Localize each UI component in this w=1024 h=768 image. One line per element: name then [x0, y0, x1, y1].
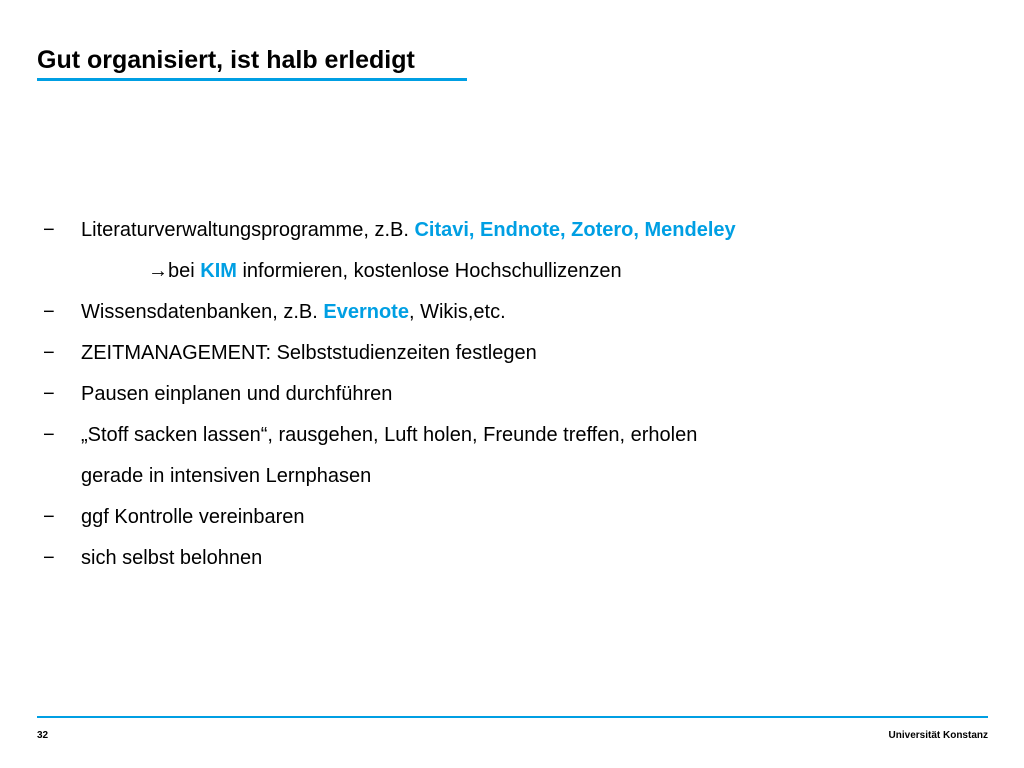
bullet-list — [0, 210, 1024, 579]
bullet-text-part: informieren, kostenlose Hochschullizenzen — [236, 260, 622, 282]
slide-title: Gut organisiert, ist halb erledigt — [37, 46, 415, 74]
highlighted-term: Citavi, Endnote, Zotero, Mendeley — [414, 219, 736, 241]
bullet-item — [0, 497, 1024, 538]
highlighted-term: KIM — [200, 260, 237, 282]
page-number: 32 — [37, 730, 49, 741]
bullet-text-part: Wissensdatenbanken, z.B. — [81, 301, 324, 323]
bullet-text-part: Literaturverwaltungsprogramme, z.B. — [81, 219, 415, 241]
bullet-item — [0, 415, 1024, 456]
bullet-dash: − — [43, 383, 55, 405]
bullet-item — [0, 538, 1024, 579]
bullet-continuation — [0, 456, 1024, 497]
title-underline — [37, 78, 467, 81]
bullet-text — [81, 292, 506, 333]
bullet-text: sich selbst belohnen — [81, 547, 263, 569]
bullet-text — [81, 210, 736, 251]
bullet-item — [0, 333, 1024, 374]
bullet-dash: − — [43, 219, 55, 241]
bullet-subitem — [0, 251, 1024, 292]
bullet-dash: − — [43, 342, 55, 364]
bullet-dash: − — [43, 506, 55, 528]
bullet-text-part: bei — [168, 260, 201, 282]
arrow-icon: → — [148, 260, 168, 282]
highlighted-term: Evernote — [323, 301, 409, 323]
bullet-text: „Stoff sacken lassen“, rausgehen, Luft holen, Freunde treffen, erholen — [81, 424, 698, 446]
bullet-text — [148, 251, 622, 292]
footer-divider — [37, 716, 988, 718]
bullet-text: Pausen einplanen und durchführen — [81, 383, 393, 405]
bullet-text-part: , Wikis,etc. — [408, 301, 506, 323]
bullet-item — [0, 210, 1024, 251]
bullet-dash: − — [43, 424, 55, 446]
bullet-dash: − — [43, 301, 55, 323]
bullet-text: gerade in intensiven Lernphasen — [81, 465, 372, 487]
bullet-text: ZEITMANAGEMENT: Selbststudienzeiten festlegen — [81, 342, 537, 364]
bullet-item — [0, 374, 1024, 415]
bullet-item — [0, 292, 1024, 333]
institution-name: Universität Konstanz — [888, 730, 988, 741]
bullet-dash: − — [43, 547, 55, 569]
bullet-text: ggf Kontrolle vereinbaren — [81, 506, 305, 528]
